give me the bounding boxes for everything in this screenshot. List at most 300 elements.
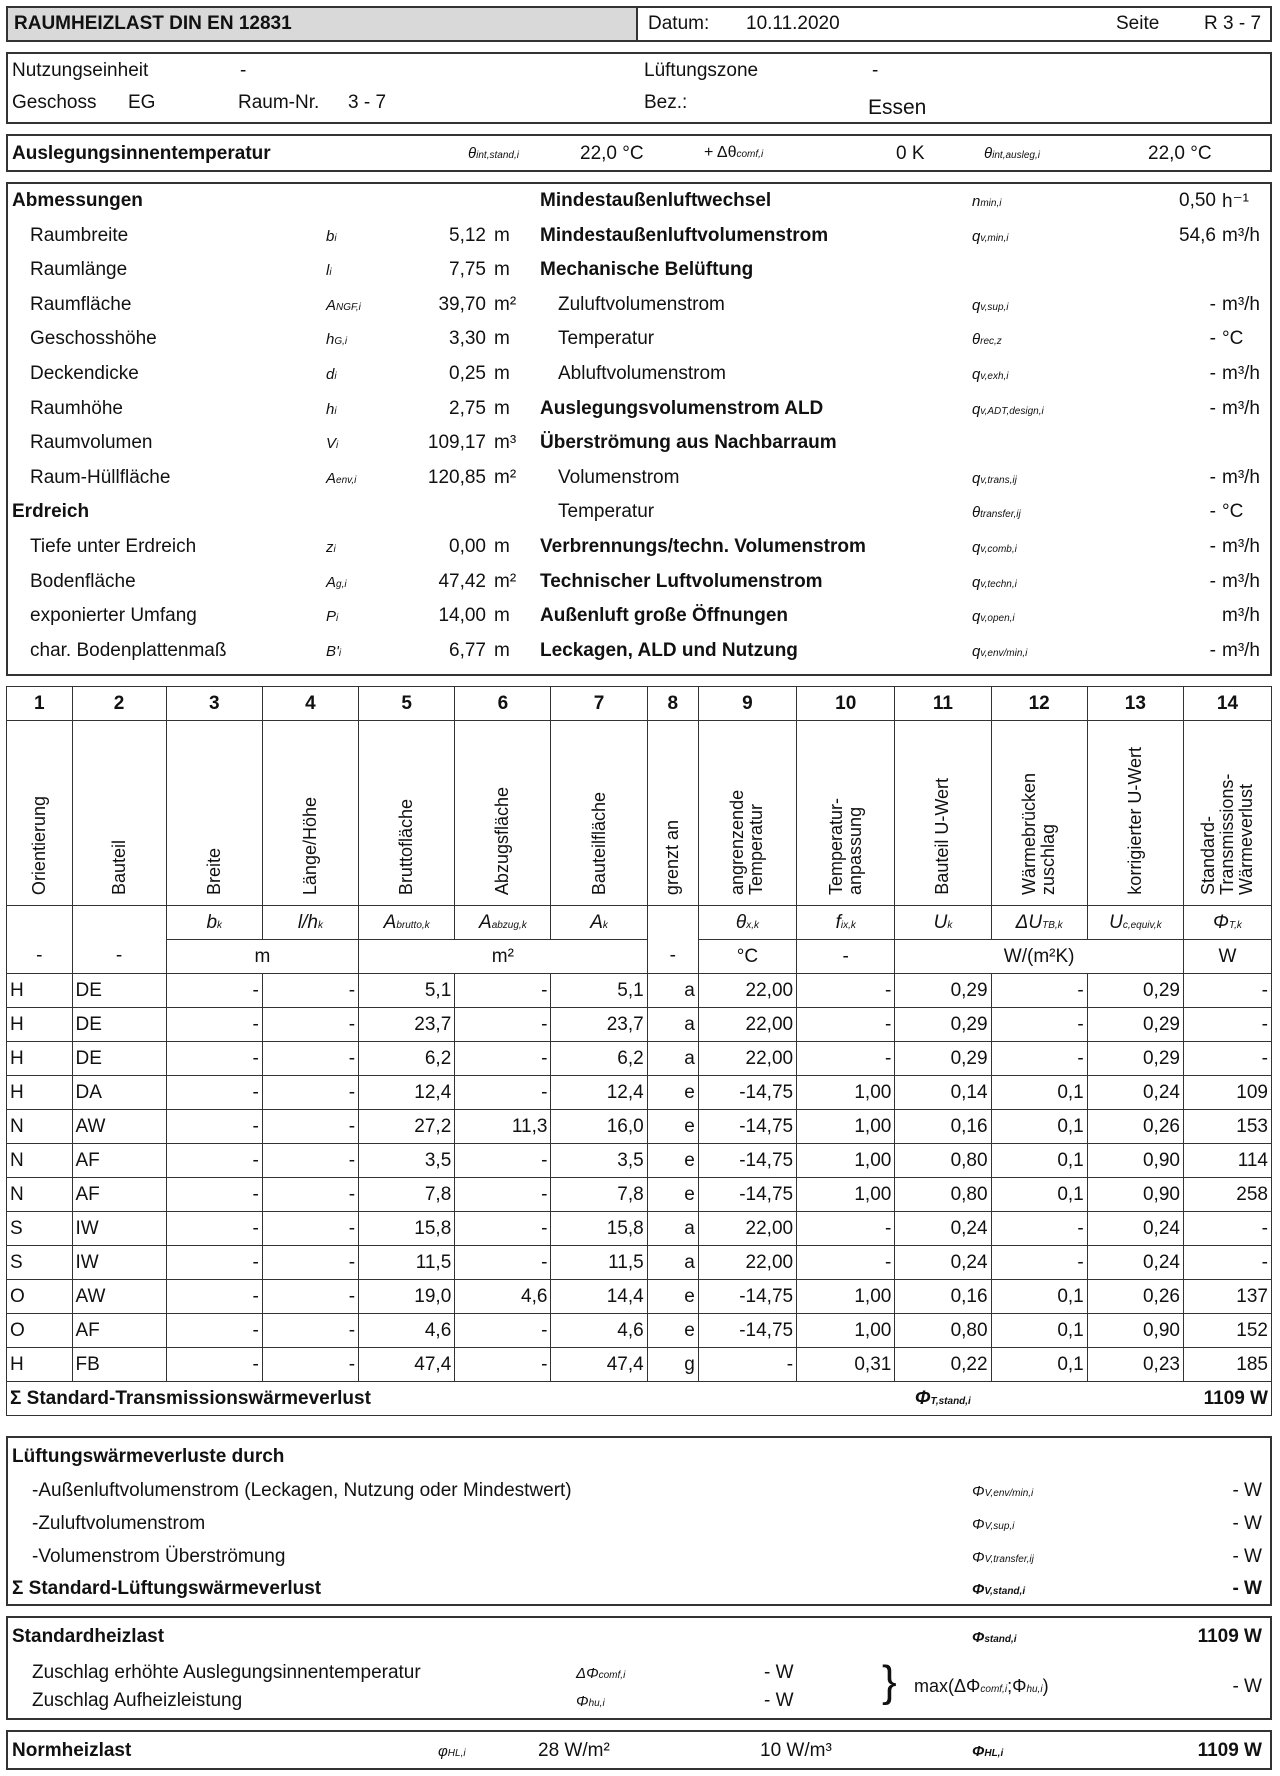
symbol-row <box>7 906 1272 940</box>
table-row <box>7 1144 1272 1178</box>
z1-label: Zuschlag erhöhte Auslegungsinnentemperatur <box>32 1662 421 1683</box>
table-cell: 22,00 <box>698 1008 796 1042</box>
component-table <box>6 686 1272 1416</box>
column-title: Bruttofläche <box>359 721 455 906</box>
table-cell: - <box>166 1246 262 1280</box>
dimensions-title: Abmessungen <box>12 190 143 211</box>
dimension-unit: m <box>494 639 510 661</box>
ventloss-row-1-label: -Außenluftvolumenstrom (Leckagen, Nutzung oder Mindestwert) <box>32 1480 572 1501</box>
ventilation-unit: m³/h <box>1222 224 1260 246</box>
design-temp-value: 22,0 °C <box>580 143 644 164</box>
table-cell: - <box>455 974 551 1008</box>
table-cell: - <box>262 1212 358 1246</box>
table-cell: 11,5 <box>359 1246 455 1280</box>
table-cell: 1,00 <box>797 1178 895 1212</box>
table-cell: 5,1 <box>551 974 647 1008</box>
table-cell: 6,2 <box>359 1042 455 1076</box>
dimension-value: 47,42 <box>438 570 486 592</box>
dimension-unit: m³ <box>494 432 517 454</box>
ventilation-label: Technischer Luftvolumenstrom <box>540 570 823 592</box>
column-title-row <box>7 721 1272 906</box>
dimension-value: 39,70 <box>438 293 486 315</box>
unit-watt: W <box>1183 940 1271 974</box>
table-cell: H <box>7 1042 73 1076</box>
table-cell: - <box>166 1042 262 1076</box>
dimension-unit: m² <box>494 293 517 315</box>
norm-heat-load <box>6 1730 1272 1770</box>
norm-per-volume: 10 W/m³ <box>760 1740 832 1761</box>
table-cell: 27,2 <box>359 1110 455 1144</box>
column-title: korrigierter U-Wert <box>1087 721 1183 906</box>
table-cell: 47,4 <box>551 1348 647 1382</box>
ventilation-value: 0,50 <box>1179 190 1216 211</box>
table-row <box>7 1110 1272 1144</box>
datum-label: Datum: <box>648 13 710 34</box>
table-cell: - <box>262 1246 358 1280</box>
z1-value: - W <box>764 1662 794 1683</box>
table-cell: 109 <box>1183 1076 1271 1110</box>
unit-dash: - <box>647 940 698 974</box>
ventilation-label: Abluftvolumenstrom <box>558 363 726 384</box>
table-cell: 152 <box>1183 1314 1271 1348</box>
column-symbol: Abrutto,k <box>359 906 455 940</box>
ventilation-value: - <box>1209 570 1216 592</box>
table-cell: 22,00 <box>698 1212 796 1246</box>
nutzungseinheit-value: - <box>240 60 247 81</box>
dimension-symbol: Pi <box>326 608 339 626</box>
table-cell: 0,1 <box>991 1110 1087 1144</box>
table-row <box>7 1212 1272 1246</box>
dimension-value: 0,00 <box>449 536 486 557</box>
table-cell: H <box>7 1076 73 1110</box>
table-cell: 23,7 <box>359 1008 455 1042</box>
norm-phi-symbol: φHL,i <box>438 1743 466 1760</box>
unit-m: m <box>166 940 358 974</box>
table-cell: 0,80 <box>895 1314 991 1348</box>
nutzungseinheit-label: Nutzungseinheit <box>12 60 149 81</box>
table-cell: a <box>647 1042 698 1076</box>
table-cell: e <box>647 1314 698 1348</box>
column-number: 3 <box>166 687 262 721</box>
column-number: 7 <box>551 687 647 721</box>
table-cell: 0,80 <box>895 1144 991 1178</box>
table-cell: - <box>991 974 1087 1008</box>
dimension-symbol: li <box>326 262 332 280</box>
column-number: 13 <box>1087 687 1183 721</box>
design-temperature <box>6 134 1272 172</box>
dimension-symbol: zi <box>326 539 336 556</box>
table-cell: - <box>991 1042 1087 1076</box>
table-cell: 0,29 <box>1087 1042 1183 1076</box>
table-cell: -14,75 <box>698 1144 796 1178</box>
table-row <box>7 974 1272 1008</box>
table-cell: - <box>262 1280 358 1314</box>
z2-label: Zuschlag Aufheizleistung <box>32 1690 243 1711</box>
table-cell: DE <box>72 1008 166 1042</box>
unit-dash: - <box>72 940 166 974</box>
table-row <box>7 1178 1272 1212</box>
table-cell: 0,26 <box>1087 1280 1183 1314</box>
column-title: Länge/Höhe <box>262 721 358 906</box>
table-cell: a <box>647 1008 698 1042</box>
dimension-unit: m <box>494 259 510 281</box>
table-cell: 0,90 <box>1087 1314 1183 1348</box>
ventilation-unit: m³/h <box>1222 536 1260 557</box>
table-cell: 0,29 <box>895 1008 991 1042</box>
table-cell: 1,00 <box>797 1144 895 1178</box>
ventilation-symbol: qv,techn,i <box>972 573 1017 591</box>
ventloss-row-3-label: -Volumenstrom Überströmung <box>32 1546 286 1567</box>
transmission-sum-label: Σ Standard-Transmissionswärmeverlust <box>7 1382 895 1416</box>
ventilation-label: Volumenstrom <box>558 466 680 488</box>
table-cell: 0,24 <box>1087 1076 1183 1110</box>
table-cell: 4,6 <box>551 1314 647 1348</box>
table-row <box>7 1076 1272 1110</box>
unit-dash: - <box>797 940 895 974</box>
column-number: 8 <box>647 687 698 721</box>
transmission-sum-symbol: ΦT,stand,i <box>895 1382 1184 1416</box>
ventilation-unit: h⁻¹ <box>1222 191 1249 212</box>
max-expression: max(ΔΦcomf,i;Φhu,i) <box>914 1676 1049 1696</box>
header-bar <box>6 6 1272 42</box>
ventloss-sum-label: Σ Standard-Lüftungswärmeverlust <box>12 1578 322 1599</box>
transmission-sum-row <box>7 1382 1272 1416</box>
table-cell: g <box>647 1348 698 1382</box>
dimension-label: char. Bodenplattenmaß <box>30 639 227 661</box>
table-cell: 0,29 <box>895 1042 991 1076</box>
dimension-label: Raum-Hüllfläche <box>30 466 171 488</box>
table-cell: 0,16 <box>895 1110 991 1144</box>
column-number: 1 <box>7 687 73 721</box>
table-cell: 0,1 <box>991 1348 1087 1382</box>
comfort-delta-symbol: + Δθcomf,i <box>704 144 764 161</box>
table-cell: 5,1 <box>359 974 455 1008</box>
ventilation-label: Verbrennungs/techn. Volumenstrom <box>540 536 866 557</box>
ventilation-symbol: qv,min,i <box>972 227 1009 245</box>
table-cell: a <box>647 1246 698 1280</box>
seite-value: R 3 - 7 <box>1204 13 1262 34</box>
table-cell: 0,1 <box>991 1076 1087 1110</box>
design-temp-label: Auslegungsinnentemperatur <box>12 143 271 164</box>
table-cell: 7,8 <box>359 1178 455 1212</box>
column-title: Temperatur-anpassung <box>797 721 895 906</box>
table-cell: - <box>262 1348 358 1382</box>
table-cell: - <box>166 1212 262 1246</box>
table-cell: - <box>455 1144 551 1178</box>
ventilation-symbol: qv,ADT,design,i <box>972 400 1044 418</box>
ventilation-losses <box>6 1436 1272 1606</box>
table-cell: 258 <box>1183 1178 1271 1212</box>
table-cell: - <box>166 974 262 1008</box>
table-cell: a <box>647 1212 698 1246</box>
table-cell: - <box>455 1212 551 1246</box>
column-title: Standard-Transmissions-Wärmeverlust <box>1183 721 1271 906</box>
column-title: Bauteilfläche <box>551 721 647 906</box>
ventilation-label: Mechanische Belüftung <box>540 259 754 281</box>
column-number: 2 <box>72 687 166 721</box>
column-symbol: Uc,equiv,k <box>1087 906 1183 940</box>
table-cell: 185 <box>1183 1348 1271 1382</box>
table-cell: O <box>7 1314 73 1348</box>
table-cell: - <box>1183 974 1271 1008</box>
standard-value: 1109 W <box>1197 1626 1262 1647</box>
ventloss-row-3-value: - W <box>1232 1546 1262 1567</box>
table-cell: 0,80 <box>895 1178 991 1212</box>
dimension-label: Raumvolumen <box>30 432 153 454</box>
dimension-unit: m² <box>494 466 517 488</box>
table-cell: 0,22 <box>895 1348 991 1382</box>
table-row <box>7 1348 1272 1382</box>
table-cell: - <box>1183 1008 1271 1042</box>
standard-title: Standardheizlast <box>12 1626 165 1647</box>
table-cell: 3,5 <box>551 1144 647 1178</box>
table-cell: S <box>7 1246 73 1280</box>
column-symbol <box>72 906 166 940</box>
table-cell: - <box>455 1008 551 1042</box>
table-cell: - <box>166 1110 262 1144</box>
table-cell: - <box>797 1212 895 1246</box>
table-cell: - <box>166 1144 262 1178</box>
table-cell: 3,5 <box>359 1144 455 1178</box>
column-symbol: Aabzug,k <box>455 906 551 940</box>
ventilation-symbol: qv,env/min,i <box>972 642 1028 660</box>
table-cell: 16,0 <box>551 1110 647 1144</box>
dimension-label: Raumlänge <box>30 259 128 281</box>
dimension-label: Tiefe unter Erdreich <box>30 536 197 557</box>
table-cell: -14,75 <box>698 1178 796 1212</box>
dimension-value: 3,30 <box>449 328 486 350</box>
table-cell: 0,90 <box>1087 1144 1183 1178</box>
table-row <box>7 1246 1272 1280</box>
table-cell: AF <box>72 1314 166 1348</box>
sheet-title: RAUMHEIZLAST DIN EN 12831 <box>8 8 638 40</box>
table-cell: - <box>262 1076 358 1110</box>
ventilation-value: - <box>1209 466 1216 488</box>
table-cell: - <box>262 1110 358 1144</box>
dimension-symbol: hG,i <box>326 331 348 349</box>
ventilation-value: - <box>1209 293 1216 315</box>
ventilation-label: Leckagen, ALD und Nutzung <box>540 639 798 661</box>
dimension-symbol: Ag,i <box>326 573 347 591</box>
table-cell: 4,6 <box>455 1280 551 1314</box>
table-cell: 0,1 <box>991 1144 1087 1178</box>
table-cell: 0,23 <box>1087 1348 1183 1382</box>
standard-heat-load <box>6 1616 1272 1720</box>
table-cell: - <box>166 1076 262 1110</box>
column-title: grenzt an <box>647 721 698 906</box>
standard-symbol: Φstand,i <box>972 1629 1017 1646</box>
ventilation-value: - <box>1209 328 1216 350</box>
column-number: 11 <box>895 687 991 721</box>
dimension-label: Geschosshöhe <box>30 328 157 350</box>
ventloss-title: Lüftungswärmeverluste durch <box>12 1446 285 1467</box>
dimension-value: 120,85 <box>427 466 486 488</box>
table-row <box>7 1314 1272 1348</box>
table-cell: AW <box>72 1110 166 1144</box>
column-symbol: ΔUTB,k <box>991 906 1087 940</box>
table-cell: 0,29 <box>1087 1008 1183 1042</box>
table-cell: 137 <box>1183 1280 1271 1314</box>
table-cell: 15,8 <box>359 1212 455 1246</box>
datum-value: 10.11.2020 <box>746 13 840 34</box>
geschoss-label: Geschoss <box>12 92 97 113</box>
ventilation-label: Auslegungsvolumenstrom ALD <box>540 397 824 419</box>
table-cell: - <box>1183 1042 1271 1076</box>
norm-per-area: 28 W/m² <box>538 1740 610 1761</box>
dimensions-ventilation <box>6 182 1272 676</box>
table-cell: 6,2 <box>551 1042 647 1076</box>
dimensions-column <box>8 184 538 674</box>
table-cell: 15,8 <box>551 1212 647 1246</box>
table-cell: - <box>991 1008 1087 1042</box>
table-cell: H <box>7 1008 73 1042</box>
column-title: Wärmebrücken zuschlag <box>991 721 1087 906</box>
table-cell: - <box>262 1008 358 1042</box>
transmission-sum-value: 1109 W <box>1183 1382 1271 1416</box>
column-title: Bauteil U-Wert <box>895 721 991 906</box>
table-cell: e <box>647 1076 698 1110</box>
dimension-symbol: B'i <box>326 642 342 660</box>
dimension-value: 0,25 <box>449 363 486 384</box>
table-cell: 0,1 <box>991 1280 1087 1314</box>
table-cell: 1,00 <box>797 1110 895 1144</box>
dimension-unit: m <box>494 328 510 350</box>
design-temp-symbol: θint,stand,i <box>468 145 519 162</box>
dimension-label: Raumhöhe <box>30 397 123 419</box>
dimension-unit: m <box>494 363 510 384</box>
column-symbol: Uk <box>895 906 991 940</box>
dimension-value: 6,77 <box>449 639 486 661</box>
dimension-symbol: di <box>326 366 337 383</box>
ventilation-value: - <box>1209 536 1216 557</box>
table-cell: - <box>262 1042 358 1076</box>
table-cell: H <box>7 1348 73 1382</box>
z1-symbol: ΔΦcomf,i <box>576 1665 626 1682</box>
column-number: 6 <box>455 687 551 721</box>
ventilation-label: Mindestaußenluftwechsel <box>540 190 772 211</box>
column-number: 10 <box>797 687 895 721</box>
table-cell: N <box>7 1144 73 1178</box>
table-cell: 0,1 <box>991 1178 1087 1212</box>
ventilation-label: Außenluft große Öffnungen <box>540 605 789 627</box>
table-cell: N <box>7 1178 73 1212</box>
table-cell: 0,14 <box>895 1076 991 1110</box>
room-info <box>6 52 1272 124</box>
ventilation-unit: m³/h <box>1222 639 1260 661</box>
table-cell: - <box>455 1246 551 1280</box>
table-cell: 1,00 <box>797 1314 895 1348</box>
ventilation-label: Zuluftvolumenstrom <box>558 293 725 315</box>
table-cell: - <box>262 1144 358 1178</box>
ventilation-label: Temperatur <box>558 328 655 350</box>
ventilation-value: - <box>1209 501 1216 523</box>
dimension-unit: m² <box>494 570 517 592</box>
table-cell: 0,24 <box>1087 1212 1183 1246</box>
ventilation-unit: °C <box>1222 328 1244 350</box>
column-title: angrenzende Temperatur <box>698 721 796 906</box>
table-cell: - <box>262 974 358 1008</box>
ventilation-unit: m³/h <box>1222 293 1260 315</box>
table-cell: 0,31 <box>797 1348 895 1382</box>
dimension-unit: m <box>494 605 510 627</box>
table-cell: e <box>647 1110 698 1144</box>
ventilation-value: 54,6 <box>1179 224 1216 246</box>
table-cell: e <box>647 1280 698 1314</box>
table-cell: - <box>455 1076 551 1110</box>
table-cell: - <box>991 1212 1087 1246</box>
table-cell: AW <box>72 1280 166 1314</box>
dimension-value: 2,75 <box>449 397 486 419</box>
table-cell: -14,75 <box>698 1110 796 1144</box>
table-cell: 7,8 <box>551 1178 647 1212</box>
ventilation-unit: m³/h <box>1222 466 1260 488</box>
ventilation-symbol: qv,trans,ij <box>972 469 1017 487</box>
ventilation-symbol: qv,exh,i <box>972 366 1009 383</box>
table-cell: - <box>166 1348 262 1382</box>
column-symbol: fix,k <box>797 906 895 940</box>
unit-celsius: °C <box>698 940 796 974</box>
table-cell: 0,26 <box>1087 1110 1183 1144</box>
table-cell: - <box>1183 1246 1271 1280</box>
ventilation-unit: m³/h <box>1222 363 1260 384</box>
ventloss-row-2-label: -Zuluftvolumenstrom <box>32 1513 206 1534</box>
erdreich-title: Erdreich <box>12 501 90 523</box>
norm-value: 1109 W <box>1197 1740 1262 1761</box>
raumnr-value: 3 - 7 <box>348 92 387 113</box>
table-cell: 12,4 <box>551 1076 647 1110</box>
column-symbol: ΦT,k <box>1183 906 1271 940</box>
table-cell: 12,4 <box>359 1076 455 1110</box>
table-cell: - <box>455 1042 551 1076</box>
column-title: Bauteil <box>72 721 166 906</box>
table-cell: AF <box>72 1178 166 1212</box>
table-cell: 0,24 <box>895 1212 991 1246</box>
ventilation-unit: °C <box>1222 501 1244 523</box>
table-cell: - <box>166 1314 262 1348</box>
table-cell: - <box>797 1246 895 1280</box>
comfort-delta-value: 0 K <box>896 143 925 164</box>
dimension-label: Raumfläche <box>30 293 132 315</box>
unit-wm2k: W/(m²K) <box>895 940 1184 974</box>
table-cell: -14,75 <box>698 1280 796 1314</box>
table-row <box>7 1008 1272 1042</box>
bez-label: Bez.: <box>644 92 688 113</box>
table-cell: AF <box>72 1144 166 1178</box>
table-cell: 114 <box>1183 1144 1271 1178</box>
table-cell: O <box>7 1280 73 1314</box>
dimension-symbol: ANGF,i <box>326 296 361 314</box>
column-symbol: l/hk <box>262 906 358 940</box>
table-cell: - <box>797 1008 895 1042</box>
ventilation-symbol: qv,sup,i <box>972 296 1009 314</box>
table-cell: e <box>647 1178 698 1212</box>
table-cell: - <box>991 1246 1087 1280</box>
ventilation-value: - <box>1209 639 1216 661</box>
unit-m2: m² <box>359 940 648 974</box>
table-cell: 153 <box>1183 1110 1271 1144</box>
ventloss-row-1-value: - W <box>1232 1480 1262 1501</box>
ventilation-label: Überströmung aus Nachbarraum <box>540 432 837 454</box>
table-cell: - <box>455 1314 551 1348</box>
ventloss-row-2-symbol: ΦV,sup,i <box>972 1516 1015 1533</box>
z2-value: - W <box>764 1690 794 1711</box>
norm-symbol: ΦHL,i <box>972 1743 1004 1760</box>
ventilation-value: - <box>1209 397 1216 419</box>
ventilation-symbol: θrec,z <box>972 331 1002 349</box>
table-cell: 0,24 <box>1087 1246 1183 1280</box>
dimension-unit: m <box>494 536 510 557</box>
table-cell: 11,5 <box>551 1246 647 1280</box>
